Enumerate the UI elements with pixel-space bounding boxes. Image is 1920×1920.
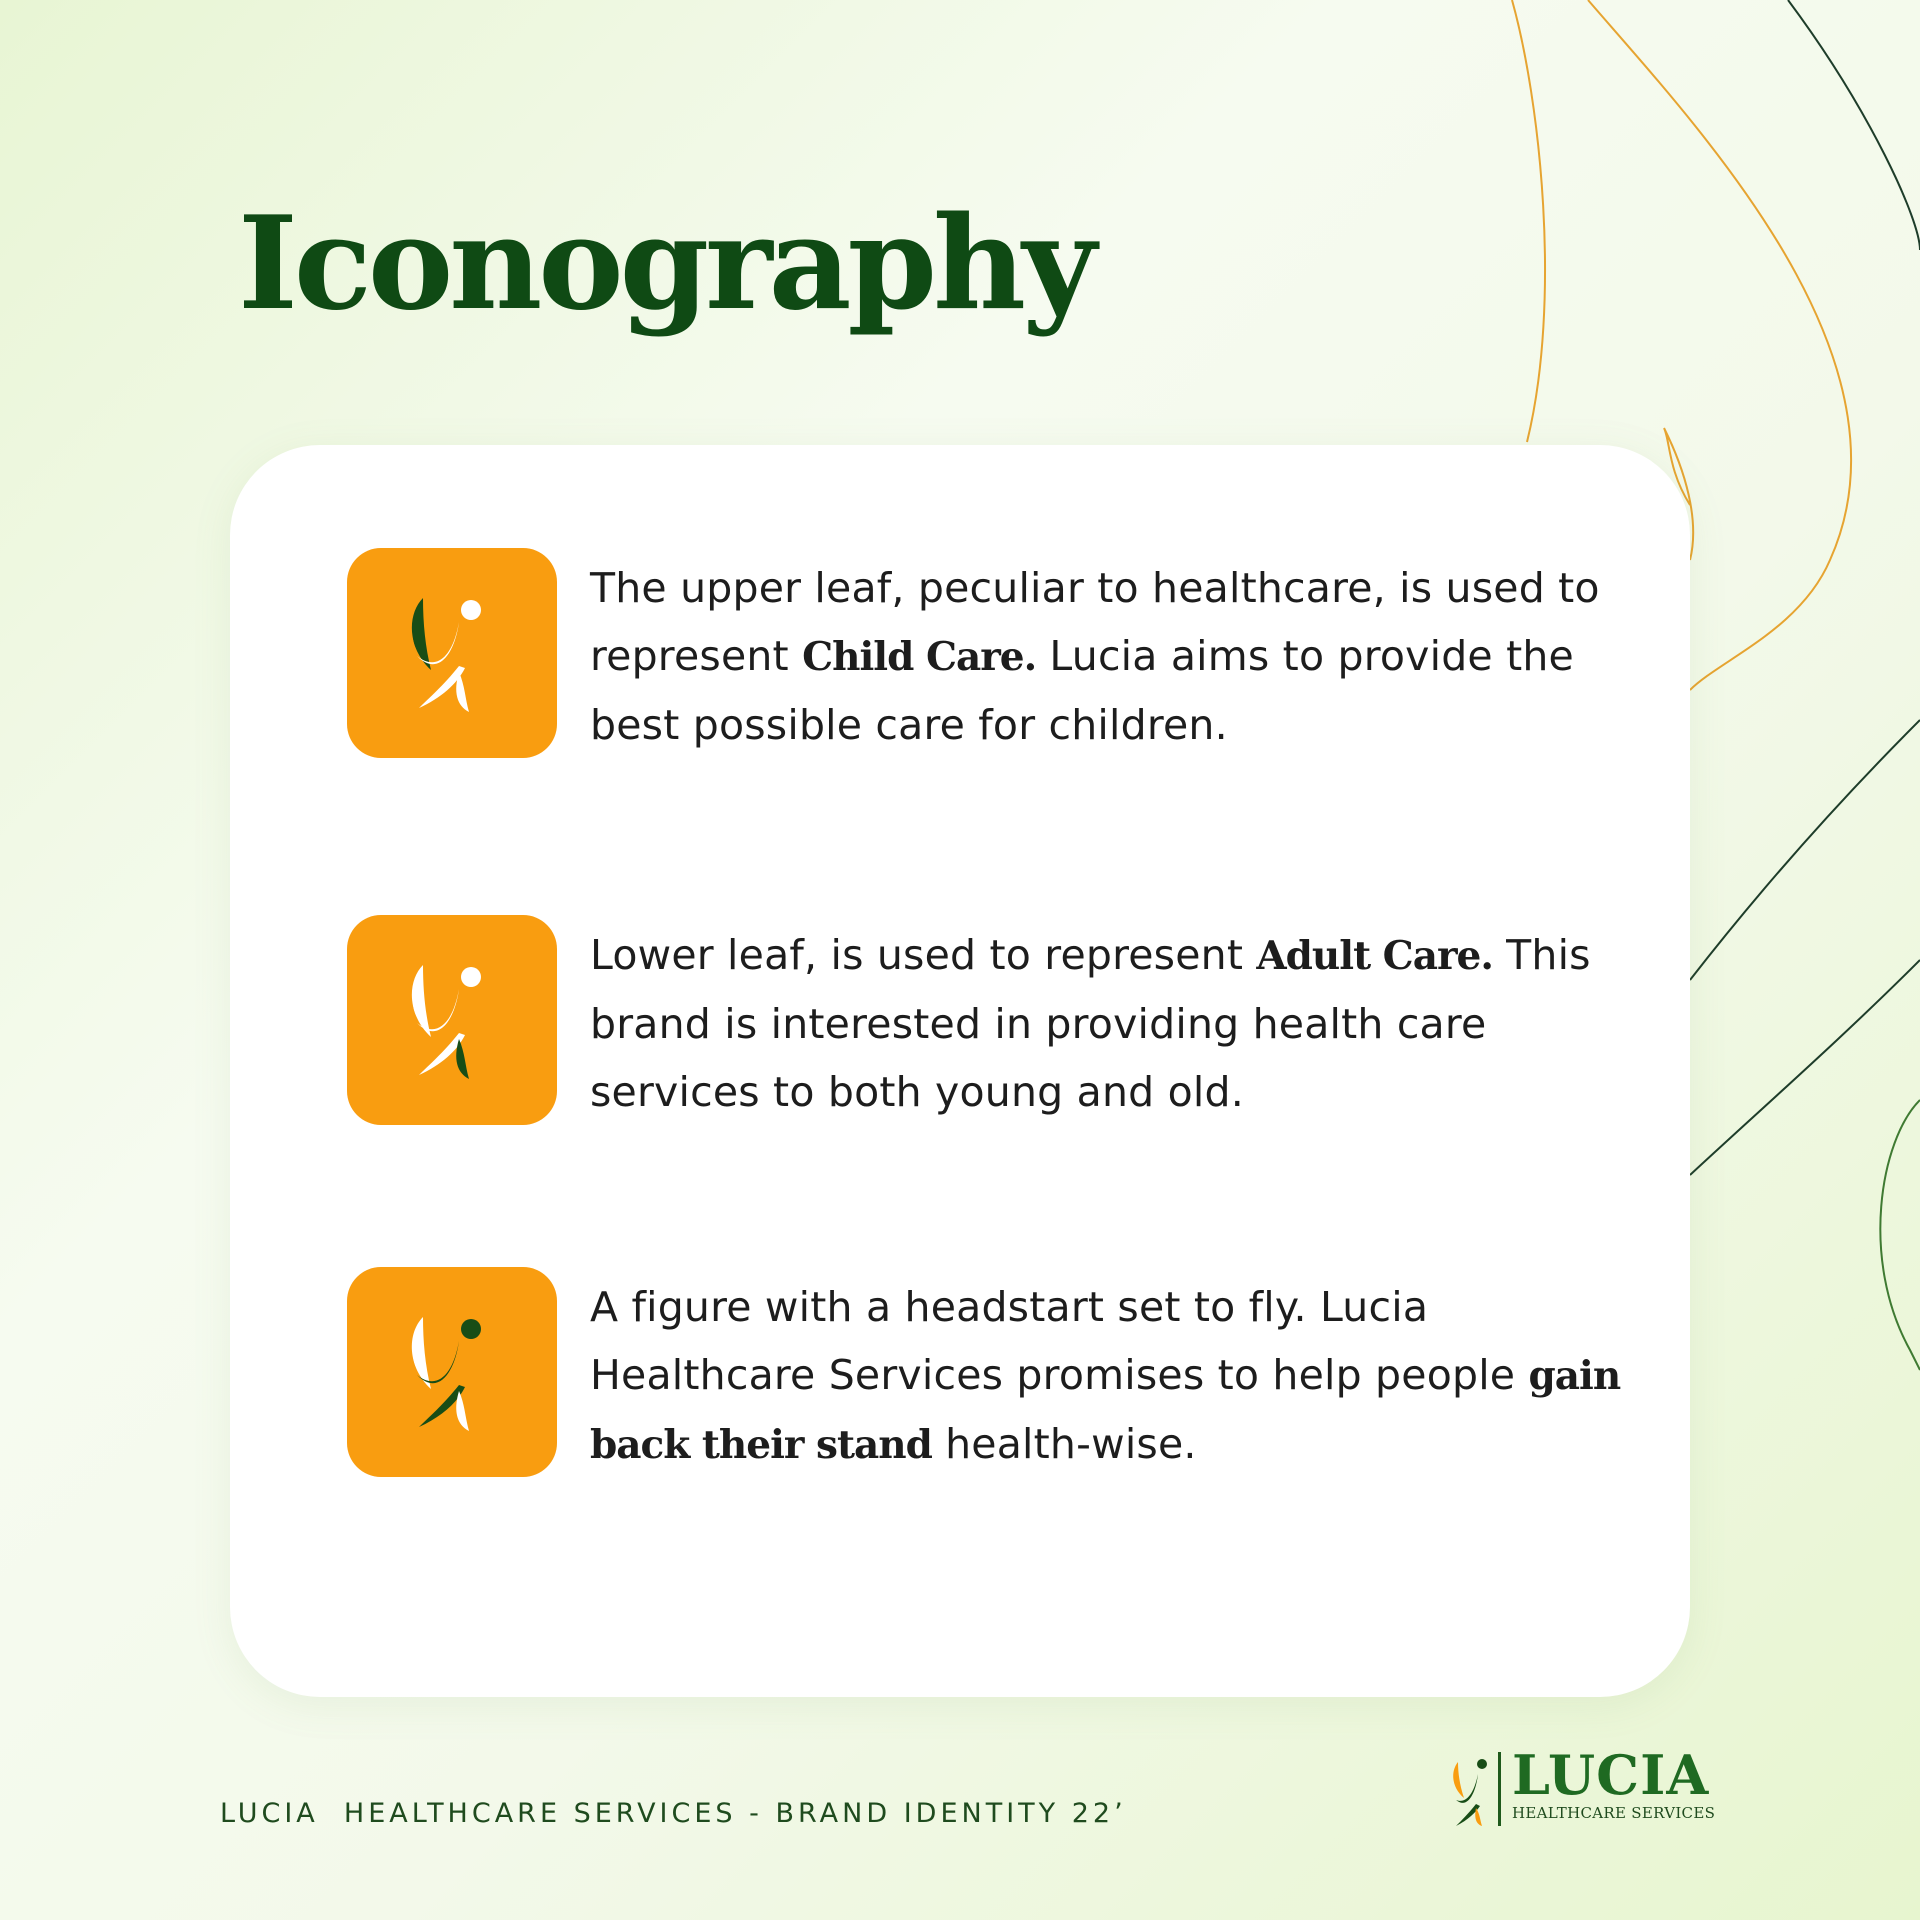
iconography-card bbox=[230, 445, 1690, 1697]
item-description: Lower leaf, is used to represent Adult Care. This brand is interested in providing health care services to both young and old. bbox=[590, 931, 1591, 1116]
figure-icon bbox=[347, 1267, 557, 1477]
icon-tile bbox=[347, 548, 557, 758]
item-description: A figure with a headstart set to fly. Lucia Healthcare Services promises to help people gain back their stand health-wise. bbox=[590, 1283, 1621, 1468]
logo-divider bbox=[1498, 1752, 1501, 1826]
iconography-item bbox=[347, 548, 1647, 760]
item-description: The upper leaf, peculiar to healthcare, is used to represent Child Care. Lucia aims to provide the best possible care for children. bbox=[590, 564, 1600, 749]
footer-brand-text: LUCIA HEALTHCARE SERVICES - BRAND IDENTITY 22’ bbox=[220, 1798, 1127, 1829]
lucia-logo-mark-icon bbox=[1446, 1748, 1502, 1828]
page-title: Iconography bbox=[238, 189, 1093, 339]
iconography-item bbox=[347, 1267, 1647, 1479]
icon-tile bbox=[347, 915, 557, 1125]
lucia-logo bbox=[1446, 1743, 1716, 1828]
logo-subtitle: HEALTHCARE SERVICES bbox=[1512, 1804, 1716, 1822]
emphasis-text: Adult Care. bbox=[1256, 933, 1493, 979]
emphasis-text: gain back their stand bbox=[590, 1353, 1621, 1468]
emphasis-text: Child Care. bbox=[802, 634, 1037, 680]
iconography-item bbox=[347, 915, 1647, 1127]
icon-tile bbox=[347, 1267, 557, 1477]
logo-wordmark: LUCIA bbox=[1512, 1743, 1710, 1807]
upper-leaf-icon bbox=[347, 548, 557, 758]
lower-leaf-icon bbox=[347, 915, 557, 1125]
